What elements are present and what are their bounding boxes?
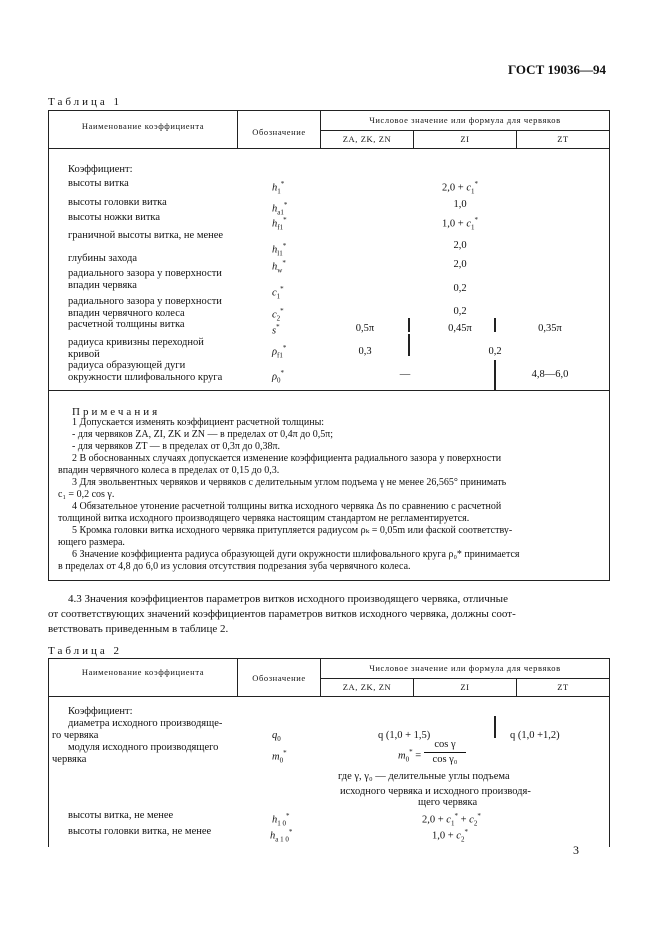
table2-row-value: $2,0 + c_1^* + c_2^*$ [422, 812, 481, 828]
table1-col-name: Наименование коэффициента [49, 111, 238, 149]
table1-row-value-zazk: — [399, 369, 411, 380]
table2-row-value-zt: q (1,0 +1,2) [510, 730, 560, 741]
table1-lead: Коэффициент: [68, 164, 133, 175]
table2-col-value: Числовое значение или формула для червяков [321, 659, 610, 679]
formula-note: где γ, γ₀ — делительные углы подъема [338, 771, 510, 782]
table2-row-sym: $h_{1 0}^*$ [272, 812, 290, 828]
table1-row-name: расчетной толщины витка [68, 319, 185, 330]
table1-row-value: $1,0 + c_1^*$ [442, 216, 478, 232]
table1-row-name: радиуса образующей дуги окружности шлифовального круга [68, 360, 223, 383]
table1-row-name: граничной высоты витка, не менее [68, 230, 224, 241]
column-divider [494, 360, 496, 390]
table2-row-name: высоты витка, не менее [68, 810, 174, 821]
table1-row-sym: $c_1^*$ [272, 285, 284, 301]
table2-sub-zi: ZI [460, 682, 470, 692]
table2-sub-zazk: ZA, ZK, ZN [342, 682, 392, 692]
note-line: 4 Обязательное утонение расчетной толщины витка исходного червяка Δs по сравнению с расчетной [72, 501, 502, 512]
table2-row-name: диаметра исходного производяще- [68, 718, 223, 729]
table1-row-sym: $h_{l1}^*$ [272, 242, 287, 258]
formula-lhs: $m_0^*$ = [398, 748, 422, 764]
table1-row-name: высоты ножки витка [68, 212, 161, 223]
table1-row-value-zazk: 0,3 [358, 346, 372, 357]
paragraph-line: от соответствующих значений коэффициентов параметров витков исходного червяка, должны соот- [48, 608, 516, 620]
column-divider [408, 318, 410, 332]
formula-note: исходного червяка и исходного производя- [340, 786, 531, 797]
table1-sub-zt: ZT [557, 134, 569, 144]
table2-row-name: го червяка [52, 730, 99, 741]
table1-row-name: высоты витка [68, 178, 129, 189]
table1-row-value-zi: 0,45π [448, 323, 472, 334]
table1-row-value-zt: 4,8—6,0 [531, 369, 569, 380]
note-line: 3 Для эвольвентных червяков и червяков с делительным углом подъема γ не менее 26,565° принимать [72, 477, 507, 488]
fraction-bar [424, 752, 466, 753]
note-line: 2 В обоснованных случаях допускается изменение коэффициента радиального зазора у поверхности [72, 453, 502, 464]
table1-row-sym: $\rho_0^*$ [272, 369, 285, 385]
table1-sub-zazk: ZA, ZK, ZN [342, 134, 392, 144]
table2-col-sym: Обозначение [238, 659, 321, 697]
note-line: c₁ = 0,2 cos γ. [58, 489, 115, 500]
table1-row-sym: $h_{a1}^*$ [272, 201, 288, 217]
table1-row-value: 2,0 [453, 240, 467, 251]
table1-row-value-zt: 0,35π [538, 323, 562, 334]
table1-col-value: Числовое значение или формула для червяков [321, 111, 610, 131]
note-line: 5 Кромка головки витка исходного червяка притупляется радиусом ρₖ = 0,05m или фаской соответству- [72, 525, 513, 536]
table1-row-value: 0,2 [453, 306, 467, 317]
table1-row-sym: $c_2^*$ [272, 307, 284, 323]
note-line: ющего размера. [58, 537, 125, 548]
note-line: 6 Значение коэффициента радиуса образующей дуги окружности шлифовального круга ρ₀* принимается [72, 549, 520, 560]
table2-row-name: червяка [52, 754, 87, 765]
table1-row-sym: $h_1^*$ [272, 180, 285, 196]
table2-row-value-zazk-zi: q (1,0 + 1,5) [378, 730, 431, 741]
table2-row-name: модуля исходного производящего [68, 742, 219, 753]
table1-row-name: радиального зазора у поверхности впадин червячного колеса [68, 296, 222, 319]
notes-title: Примечания [72, 406, 161, 418]
table1-col-sym: Обозначение [238, 111, 321, 149]
table1-row-sym: s* [272, 323, 280, 337]
note-line: в пределах от 4,8 до 6,0 из условия отсутствия подрезания зуба червячного колеса. [58, 561, 411, 572]
document-code: ГОСТ 19036—94 [507, 62, 606, 77]
page-number: 3 [573, 843, 579, 857]
note-line: - для червяков ZA, ZI, ZK и ZN — в пределах от 0,4π до 0,5π; [72, 429, 334, 440]
table2-row-sym: $q_0$ [272, 730, 281, 744]
column-divider [494, 716, 496, 738]
table1-row-value: 2,0 [453, 259, 467, 270]
formula-denominator: cos γ₀ [432, 754, 458, 765]
table1-row-sym: $h_w^*$ [272, 259, 286, 275]
note-line: 1 Допускается изменять коэффициент расчетной толщины: [72, 417, 325, 428]
paragraph-line: 4.3 Значения коэффициентов параметров витков исходного производящего червяка, отличные [68, 593, 508, 605]
table1-row-sym: $h_{f1}^*$ [272, 216, 287, 232]
table1-row-name: радиального зазора у поверхности впадин червяка [68, 268, 222, 291]
table1-row-value: $2,0 + c_1^*$ [442, 180, 478, 196]
note-line: толщиной витка исходного производящего червяка настоящим стандартом не регламентируется. [58, 513, 470, 524]
table1-row-value-zi: 0,2 [488, 346, 502, 357]
table1-row-name: высоты головки витка [68, 197, 167, 208]
column-divider [408, 334, 410, 356]
table1-row-sym: $\rho_{f1}^*$ [272, 344, 287, 360]
column-divider [494, 318, 496, 332]
formula-numerator: cos γ [434, 739, 456, 750]
table1-caption: Таблица 1 [48, 96, 123, 108]
paragraph-line: ветствовать приведенным в таблице 2. [48, 623, 229, 635]
note-line: впадин червячного колеса в пределах от 0,15 до 0,3. [58, 465, 280, 476]
table1-sub-zi: ZI [460, 134, 470, 144]
table2-col-name: Наименование коэффициента [49, 659, 238, 697]
table1-row-value: 0,2 [453, 283, 467, 294]
table2-row-sym: $h_{a 1 0}^*$ [270, 828, 293, 844]
table2-row-value: $1,0 + c_2^*$ [432, 828, 468, 844]
note-line: - для червяков ZT — в пределах от 0,3π до 0,38π. [72, 441, 281, 452]
table2-row-name: высоты головки витка, не менее [68, 826, 212, 837]
formula-note: щего червяка [418, 797, 478, 808]
table1-row-name: глубины захода [68, 253, 137, 264]
table2-row-sym: $m_0^*$ [272, 749, 287, 765]
table2-lead: Коэффициент: [68, 706, 133, 717]
table1-row-value: 1,0 [453, 199, 467, 210]
table2-sub-zt: ZT [557, 682, 569, 692]
table1-row-value-zazk: 0,5π [355, 323, 375, 334]
table1-row-name: радиуса кривизны переходной кривой [68, 337, 204, 360]
table2-caption: Таблица 2 [48, 645, 123, 657]
